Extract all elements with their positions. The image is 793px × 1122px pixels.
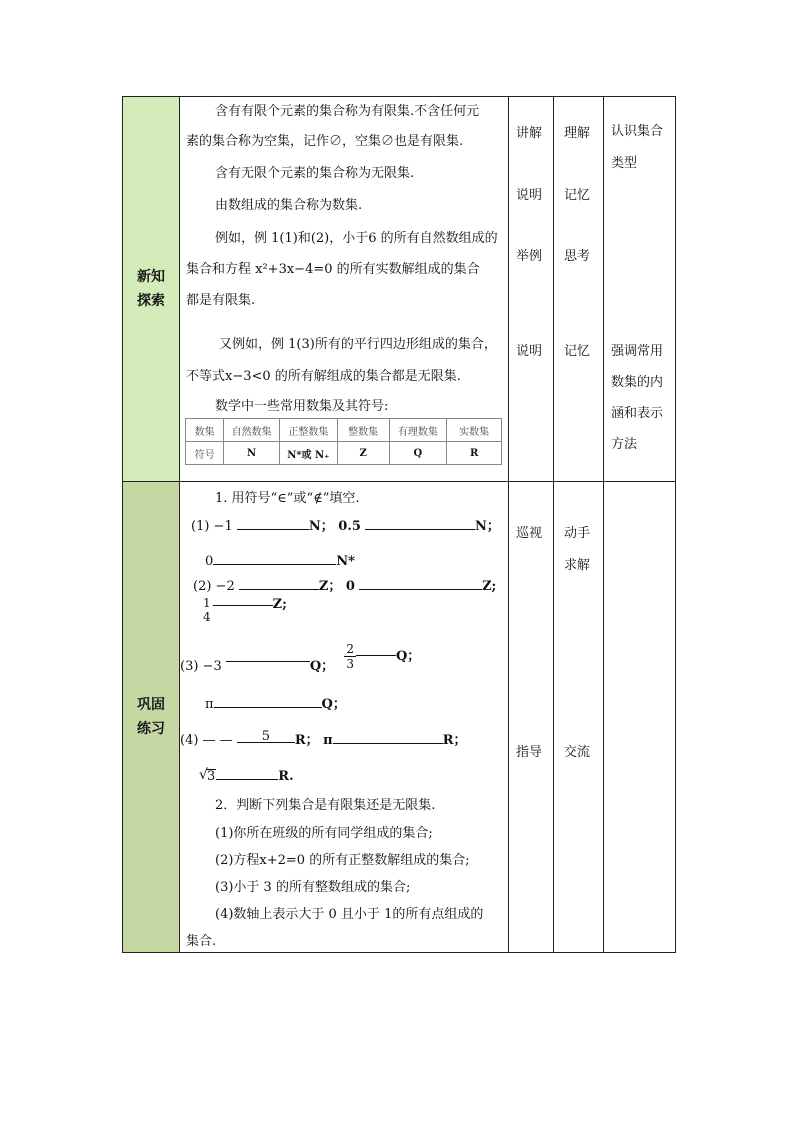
- table-header-cell: 数集: [186, 419, 224, 442]
- table-header-cell: 有理数集: [389, 419, 447, 442]
- s2-l3-end: Z;: [482, 579, 497, 594]
- s2-l7-number: 5: [261, 729, 270, 744]
- col-line-5: [675, 96, 676, 953]
- s2-student-1: 动手: [564, 526, 591, 541]
- s2-line-2: [205, 553, 355, 570]
- table-symbol-cell: Q: [389, 442, 447, 465]
- s2-line-5: [180, 642, 421, 674]
- sqrt-symbol: [199, 769, 216, 785]
- col-line-2: [508, 96, 509, 953]
- s1-aim-1b: 类型: [611, 156, 638, 171]
- s2-l3-prefix: (2) −2: [193, 579, 235, 594]
- s2-line-7: [180, 729, 467, 749]
- s2-l1-end: N；: [475, 519, 500, 534]
- s2-student-2: 求解: [564, 558, 591, 573]
- table-header-cell: 正整数集: [279, 419, 337, 442]
- fraction-denominator: 3: [346, 657, 354, 671]
- s2-l3-mid: Z； 0: [318, 579, 355, 594]
- s2-l5-prefix: (3) −3: [180, 659, 222, 674]
- number-sets-symbol-row: [186, 442, 502, 465]
- blank: [237, 518, 309, 530]
- s1-paragraph-3: 由数组成的集合称为数集.: [215, 198, 363, 213]
- s2-l1-mid: N； 0.5: [308, 519, 361, 534]
- s2-l2-prefix: 0: [205, 554, 214, 569]
- s1-paragraph-5a: 又例如，例 1(3)所有的平行四边形组成的集合，: [219, 337, 497, 352]
- blank: [213, 553, 336, 565]
- s1-aim-2c: 涵和表示: [611, 406, 664, 421]
- s2-question-2-item-1: (1)你所在班级的所有同学组成的集合;: [215, 826, 433, 841]
- s1-student-4: 记忆: [564, 344, 591, 359]
- s1-paragraph-6: 数学中一些常用数集及其符号:: [215, 399, 389, 414]
- s2-l7-end: R；: [442, 733, 467, 748]
- blank: [216, 768, 278, 780]
- s1-paragraph-5b: 不等式x−3<0 的所有解组成的集合都是无限集.: [186, 369, 461, 384]
- s1-teacher-3: 举例: [516, 249, 543, 264]
- s2-l7-mid: R； π: [294, 733, 333, 748]
- s1-aim-2d: 方法: [611, 437, 638, 452]
- s1-aim-2b: 数集的内: [611, 375, 664, 390]
- s2-line-8: [199, 768, 294, 785]
- s2-question-2-item-5: 集合.: [186, 934, 217, 949]
- s2-l7-prefix: (4) — —: [180, 733, 233, 748]
- table-header-cell: 整数集: [337, 419, 389, 442]
- fraction-numerator: 2: [346, 642, 354, 656]
- s1-teacher-4: 说明: [516, 344, 543, 359]
- table-bottom-border: [122, 952, 675, 953]
- fraction-numerator: 1: [203, 596, 211, 610]
- s1-student-2: 记忆: [564, 188, 591, 203]
- section1-label: 新知探索: [137, 269, 165, 309]
- s2-l5-end: Q；: [395, 649, 421, 664]
- col-line-3: [553, 96, 554, 953]
- s2-question-2-item-3: (3)小于 3 的所有整数组成的集合;: [215, 880, 411, 895]
- s1-paragraph-1a: 含有有限个元素的集合称为有限集.不含任何元: [215, 104, 480, 119]
- s2-question-1: 1. 用符号“∈”或“∉”填空.: [215, 491, 360, 506]
- s2-l5-mid: Q；: [309, 659, 335, 674]
- fraction-one-quarter: [201, 596, 213, 624]
- table-symbol-cell: R: [447, 442, 502, 465]
- s2-l8-end: R.: [278, 769, 294, 784]
- table-header-cell: 自然数集: [224, 419, 280, 442]
- number-sets-header-row: [186, 419, 502, 442]
- s2-question-2-item-4: (4)数轴上表示大于 0 且小于 1的所有点组成的: [215, 907, 484, 922]
- blank: [356, 655, 396, 656]
- table-symbol-cell: Z: [337, 442, 389, 465]
- s2-l6-end: Q；: [321, 697, 346, 712]
- s2-question-2-item-2: (2)方程x+2=0 的所有正整数解组成的集合;: [215, 853, 470, 868]
- table-symbol-cell: N: [224, 442, 280, 465]
- col-line-1: [179, 96, 180, 953]
- s1-student-1: 理解: [564, 126, 591, 141]
- s2-line-4: [201, 596, 287, 624]
- section2-label-cell: [123, 482, 179, 952]
- table-top-border: [122, 96, 675, 97]
- blank: [239, 583, 319, 590]
- fraction-denominator: 4: [203, 610, 211, 624]
- s1-paragraph-4c: 都是有限集.: [186, 293, 256, 308]
- section2-label: 巩固练习: [137, 697, 165, 737]
- s1-aim-1a: 认识集合: [611, 124, 664, 139]
- blank: [333, 732, 443, 744]
- section-divider: [122, 481, 675, 482]
- s2-line-6: [205, 697, 346, 713]
- blank: [365, 518, 475, 530]
- col-line-4: [603, 96, 604, 953]
- sqrt-value: 3: [207, 769, 216, 784]
- table-symbol-cell: 符号: [186, 442, 224, 465]
- s1-teacher-1: 讲解: [516, 126, 543, 141]
- number-sets-table: [185, 418, 502, 465]
- s2-question-2: 2．判断下列集合是有限集还是无限集.: [215, 798, 436, 813]
- s2-line-1: [191, 518, 500, 535]
- s2-l4-end: Z;: [272, 596, 287, 612]
- blank: [213, 605, 273, 606]
- table-symbol-cell: N*或 N₊: [279, 442, 337, 465]
- s2-line-3: [193, 579, 496, 595]
- radical-sign: √: [199, 767, 208, 783]
- s1-paragraph-2: 含有无限个元素的集合称为无限集.: [215, 166, 415, 181]
- s2-l2-end: N*: [336, 554, 355, 569]
- s2-teacher-1: 巡视: [516, 526, 543, 541]
- table-header-cell: 实数集: [447, 419, 502, 442]
- s1-paragraph-4b: 集合和方程 x²+3x−4=0 的所有实数解组成的集合: [186, 262, 480, 277]
- s1-paragraph-4a: 例如，例 1(1)和(2)，小于6 的所有自然数组成的: [215, 231, 498, 246]
- s1-teacher-2: 说明: [516, 188, 543, 203]
- section1-label-cell: [123, 97, 179, 481]
- s1-paragraph-1b: 素的集合称为空集，记作∅，空集∅也是有限集.: [186, 134, 464, 149]
- s2-student-3: 交流: [564, 745, 591, 760]
- s1-student-3: 思考: [564, 249, 591, 264]
- s2-l1-prefix: (1) −1: [191, 519, 233, 534]
- s2-l6-prefix: π: [205, 697, 214, 712]
- blank: [226, 661, 310, 662]
- s2-teacher-2: 指导: [516, 745, 543, 760]
- blank-with-value: [237, 729, 295, 743]
- s1-aim-2a: 强调常用: [611, 344, 664, 359]
- blank: [359, 583, 482, 590]
- blank: [214, 701, 322, 708]
- fraction-two-thirds: [344, 642, 356, 671]
